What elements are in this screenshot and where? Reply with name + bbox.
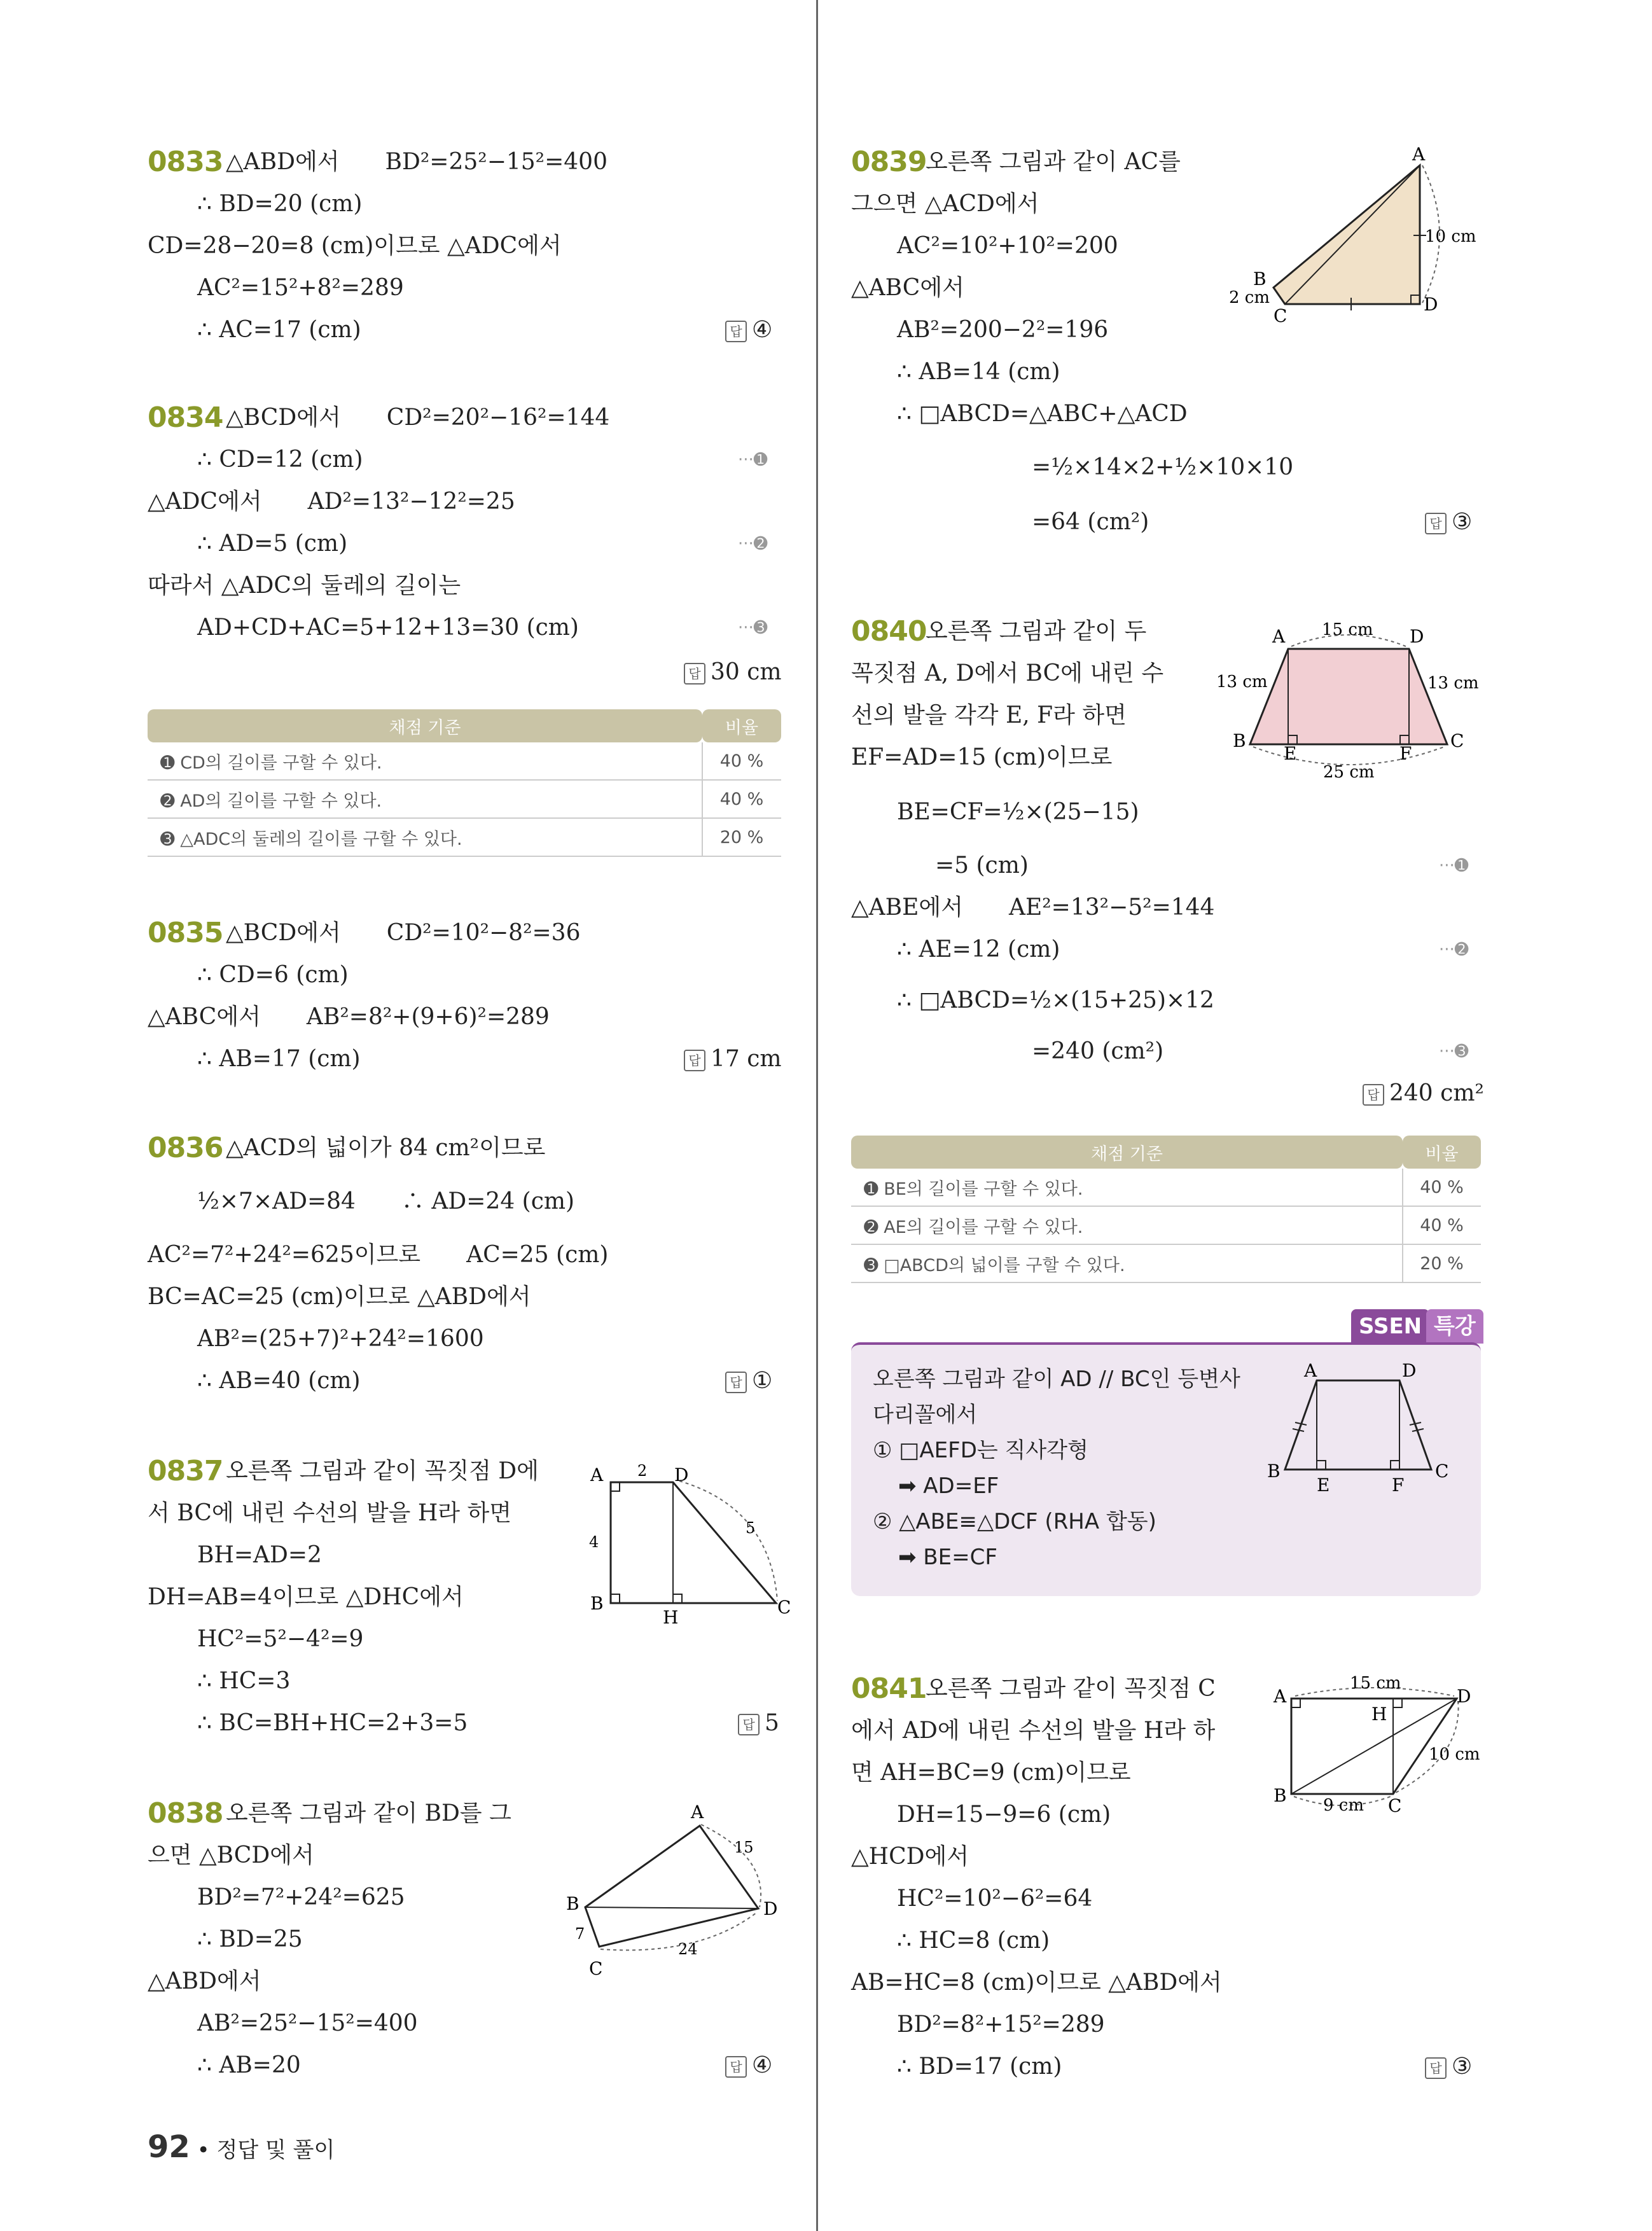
solution-line: BD²=8²+15²=289: [897, 2012, 1105, 2038]
grading-header: 채점 기준: [851, 1136, 1403, 1169]
solution-line: ∴ CD=12 (cm): [197, 447, 363, 473]
answer-icon: 답: [1425, 513, 1447, 534]
point-label: A: [590, 1464, 604, 1485]
solution-line: BC=AC=25 (cm)이므로 △ABD에서: [148, 1284, 531, 1310]
tip-line: ➡ BE=CF: [898, 1545, 997, 1570]
answer: 답 240 cm²: [1363, 1078, 1484, 1109]
solution-line: ∴ AB=14 (cm): [897, 359, 1060, 385]
solution-line: ∴ AD=5 (cm): [197, 531, 348, 557]
step-marker: ···➋: [738, 534, 768, 553]
solution-line: AC²=10²+10²=200: [897, 233, 1118, 259]
solution-line: 선의 발을 각각 E, F라 하면: [851, 702, 1127, 728]
point-label: F: [1392, 1475, 1405, 1495]
length-label: 24: [678, 1940, 698, 1958]
solution-line: 꼭짓점 A, D에서 BC에 내린 수: [851, 660, 1164, 686]
problem-number: 0835: [148, 917, 223, 949]
grading-table-0834: [148, 709, 781, 857]
solution-line: HC²=5²−4²=9: [197, 1626, 364, 1652]
length-label: 10 cm: [1429, 1745, 1480, 1764]
solution-line: ∴ HC=8 (cm): [897, 1928, 1050, 1954]
solution-line: =64 (cm²): [1032, 509, 1149, 535]
point-label: B: [1274, 1785, 1287, 1806]
solution-line: DH=15−9=6 (cm): [897, 1802, 1111, 1828]
length-label: 15: [734, 1838, 754, 1856]
point-label: A: [1272, 626, 1286, 647]
solution-line: EF=AD=15 (cm)이므로: [851, 744, 1113, 770]
solution-line: AB²=200−2²=196: [897, 317, 1109, 343]
grading-header: 채점 기준: [148, 709, 702, 742]
solution-line: BD²=7²+24²=625: [197, 1884, 405, 1910]
length-label: 9 cm: [1323, 1796, 1364, 1815]
answer: 답 ③: [1425, 506, 1472, 538]
figure-0841: [1266, 1667, 1495, 1832]
point-label: B: [566, 1893, 580, 1914]
length-label: 15 cm: [1322, 620, 1373, 639]
solution-line: ∴ AB=40 (cm): [197, 1368, 361, 1394]
tip-line: ① □AEFD는 직사각형: [873, 1438, 1088, 1463]
answer: 답 ④: [725, 2050, 772, 2082]
step-marker: ···➌: [738, 618, 768, 637]
solution-line: ∴ BD=20 (cm): [197, 191, 363, 217]
point-label: E: [1284, 743, 1297, 764]
solution-line: 에서 AD에 내린 수선의 발을 H라 하: [851, 1718, 1216, 1744]
point-label: C: [1450, 730, 1464, 751]
length-label: 13 cm: [1216, 672, 1268, 692]
point-label: H: [1371, 1704, 1387, 1725]
figure-0837: [579, 1450, 795, 1629]
answer-icon: 답: [725, 321, 747, 342]
answer: 답 ④: [725, 314, 772, 346]
answer-icon: 답: [684, 663, 705, 685]
solution-line: =240 (cm²): [1032, 1038, 1164, 1064]
table-row: ➌ △ADC의 둘레의 길이를 구할 수 있다. 20 %: [148, 818, 781, 856]
solution-line: HC²=10²−6²=64: [897, 1886, 1093, 1912]
table-row: ➋ AE의 길이를 구할 수 있다. 40 %: [851, 1206, 1481, 1244]
problem-number: 0833: [148, 146, 223, 178]
point-label: A: [1304, 1360, 1317, 1381]
solution-line: 그으면 △ACD에서: [851, 191, 1039, 217]
step-marker: ···➌: [1439, 1042, 1469, 1061]
solution-line: △BCD에서 CD²=10²−8²=36: [226, 920, 581, 946]
solution-line: 따라서 △ADC의 둘레의 길이는: [148, 573, 461, 599]
length-label: 13 cm: [1427, 674, 1479, 693]
column-divider: [816, 0, 818, 2231]
solution-line: 오른쪽 그림과 같이 AC를: [926, 149, 1181, 175]
point-label: D: [1424, 294, 1438, 315]
solution-line: ∴ CD=6 (cm): [197, 962, 349, 988]
length-label: 10 cm: [1425, 227, 1476, 246]
table-row: ➌ □ABCD의 넓이를 구할 수 있다. 20 %: [851, 1244, 1481, 1282]
length-label: 25 cm: [1323, 763, 1375, 782]
solution-line: △ABE에서 AE²=13²−5²=144: [851, 894, 1215, 921]
solution-line: ∴ AB=20: [197, 2052, 301, 2078]
solution-line: ∴ BD=25: [197, 1926, 303, 1952]
solution-line: AD+CD+AC=5+12+13=30 (cm): [197, 615, 579, 641]
length-label: 7: [575, 1925, 585, 1943]
tip-line: ② △ABE≡△DCF (RHA 합동): [873, 1509, 1156, 1534]
solution-line: 으면 △BCD에서: [148, 1842, 314, 1868]
solution-line: △HCD에서: [851, 1844, 969, 1870]
solution-line: △ACD의 넓이가 84 cm²이므로: [226, 1135, 546, 1161]
figure-0838: [560, 1794, 795, 1985]
answer: 답 ①: [725, 1365, 772, 1397]
point-label: A: [691, 1802, 704, 1823]
point-label: C: [1388, 1795, 1402, 1816]
point-label: B: [1233, 730, 1246, 751]
length-label: 5: [746, 1519, 756, 1537]
solution-line: ∴ AC=17 (cm): [197, 317, 361, 343]
solution-line: ∴ HC=3: [197, 1668, 291, 1694]
solution-line: ∴ AE=12 (cm): [897, 936, 1060, 963]
point-label: D: [674, 1464, 689, 1485]
answer-icon: 답: [684, 1050, 705, 1071]
point-label: B: [1267, 1461, 1281, 1482]
table-row: ➊ CD의 길이를 구할 수 있다. 40 %: [148, 742, 781, 780]
figure-0840: [1209, 611, 1489, 789]
solution-line: 면 AH=BC=9 (cm)이므로: [851, 1760, 1131, 1786]
answer-icon: 답: [725, 1372, 747, 1393]
solution-line: AC²=7²+24²=625이므로 AC=25 (cm): [148, 1242, 609, 1268]
point-label: C: [777, 1597, 791, 1618]
solution-line: △ABC에서 AB²=8²+(9+6)²=289: [148, 1004, 550, 1030]
point-label: D: [1410, 626, 1424, 647]
step-marker: ···➋: [1439, 940, 1469, 959]
solution-line: ∴ AB=17 (cm): [197, 1046, 361, 1072]
table-row: ➊ BE의 길이를 구할 수 있다. 40 %: [851, 1169, 1481, 1206]
grading-header: 비율: [1403, 1136, 1481, 1169]
step-marker: ···➊: [738, 450, 768, 469]
point-label: B: [1253, 268, 1267, 289]
answer-icon: 답: [1363, 1084, 1384, 1106]
solution-line: AC²=15²+8²=289: [197, 275, 404, 301]
solution-line: 오른쪽 그림과 같이 두: [926, 618, 1147, 644]
solution-line: △ABD에서: [148, 1968, 261, 1994]
point-label: A: [1274, 1686, 1287, 1707]
solution-line: BE=CF=½×(25−15): [897, 799, 1139, 825]
page-number: 92: [148, 2129, 190, 2165]
solution-line: AB²=(25+7)²+24²=1600: [197, 1326, 484, 1352]
point-label: E: [1317, 1475, 1330, 1495]
answer: 답 5: [738, 1707, 779, 1739]
solution-line: ∴ □ABCD=½×(15+25)×12: [897, 987, 1214, 1013]
point-label: B: [590, 1593, 604, 1614]
answer-icon: 답: [1425, 2057, 1447, 2079]
point-label: D: [763, 1898, 778, 1919]
point-label: H: [663, 1607, 679, 1628]
solution-line: 오른쪽 그림과 같이 꼭짓점 D에: [226, 1458, 539, 1484]
length-label: 15 cm: [1350, 1674, 1401, 1693]
problem-number: 0839: [851, 146, 927, 178]
problem-number: 0834: [148, 401, 223, 434]
solution-line: =5 (cm): [935, 852, 1029, 879]
length-label: 2 cm: [1229, 288, 1270, 307]
point-label: C: [589, 1958, 603, 1979]
solution-line: △BCD에서 CD²=20²−16²=144: [226, 405, 610, 431]
tip-line: 오른쪽 그림과 같이 AD // BC인 등변사: [873, 1366, 1240, 1392]
solution-line: 서 BC에 내린 수선의 발을 H라 하면: [148, 1500, 512, 1526]
length-label: 2: [637, 1462, 648, 1480]
point-label: D: [1457, 1686, 1471, 1707]
point-label: D: [1402, 1360, 1417, 1381]
answer-icon: 답: [738, 1714, 760, 1735]
special-lecture-badge: 특강: [1426, 1309, 1483, 1344]
answer: 답 17 cm: [684, 1043, 782, 1075]
point-label: F: [1399, 743, 1412, 764]
step-marker: ···➊: [1439, 856, 1469, 875]
figure-ssen-trapezoid: [1253, 1355, 1469, 1495]
grading-header: 비율: [702, 709, 781, 742]
solution-line: 오른쪽 그림과 같이 BD를 그: [226, 1800, 511, 1826]
ssen-badge: SSEN: [1351, 1309, 1429, 1344]
solution-line: CD=28−20=8 (cm)이므로 △ADC에서: [148, 233, 562, 259]
problem-number: 0836: [148, 1132, 223, 1164]
solution-line: =½×14×2+½×10×10: [1032, 454, 1294, 480]
answer: 답 ③: [1425, 2051, 1472, 2083]
solution-line: ∴ □ABCD=△ABC+△ACD: [897, 401, 1188, 427]
problem-number: 0837: [148, 1455, 223, 1487]
grading-table-0840: [851, 1136, 1481, 1283]
solution-line: △ABD에서 BD²=25²−15²=400: [226, 149, 607, 175]
tip-line: ➡ AD=EF: [898, 1473, 999, 1499]
problem-number: 0838: [148, 1797, 223, 1830]
answer-icon: 답: [725, 2056, 747, 2078]
table-row: ➋ AD의 길이를 구할 수 있다. 40 %: [148, 780, 781, 818]
figure-0839: [1228, 146, 1495, 337]
problem-number: 0840: [851, 615, 927, 648]
solution-line: △ABC에서: [851, 275, 964, 301]
solution-line: AB=HC=8 (cm)이므로 △ABD에서: [851, 1970, 1222, 1996]
solution-line: 오른쪽 그림과 같이 꼭짓점 C: [926, 1676, 1216, 1702]
point-label: C: [1435, 1461, 1449, 1482]
footer-text: • 정답 및 풀이: [197, 2137, 335, 2163]
point-label: A: [1412, 146, 1426, 165]
problem-number: 0841: [851, 1672, 927, 1705]
solution-line: DH=AB=4이므로 △DHC에서: [148, 1584, 464, 1610]
tip-line: 다리꼴에서: [873, 1402, 978, 1428]
solution-line: ½×7×AD=84 ∴ AD=24 (cm): [197, 1188, 575, 1214]
page-footer: [148, 2131, 335, 2166]
point-label: C: [1274, 305, 1288, 326]
solution-line: BH=AD=2: [197, 1542, 322, 1568]
solution-line: AB²=25²−15²=400: [197, 2010, 418, 2036]
solution-line: ∴ BC=BH+HC=2+3=5: [197, 1710, 468, 1736]
solution-line: △ADC에서 AD²=13²−12²=25: [148, 489, 515, 515]
answer: 답 30 cm: [684, 657, 782, 688]
length-label: 4: [589, 1533, 599, 1551]
solution-line: ∴ BD=17 (cm): [897, 2054, 1062, 2080]
